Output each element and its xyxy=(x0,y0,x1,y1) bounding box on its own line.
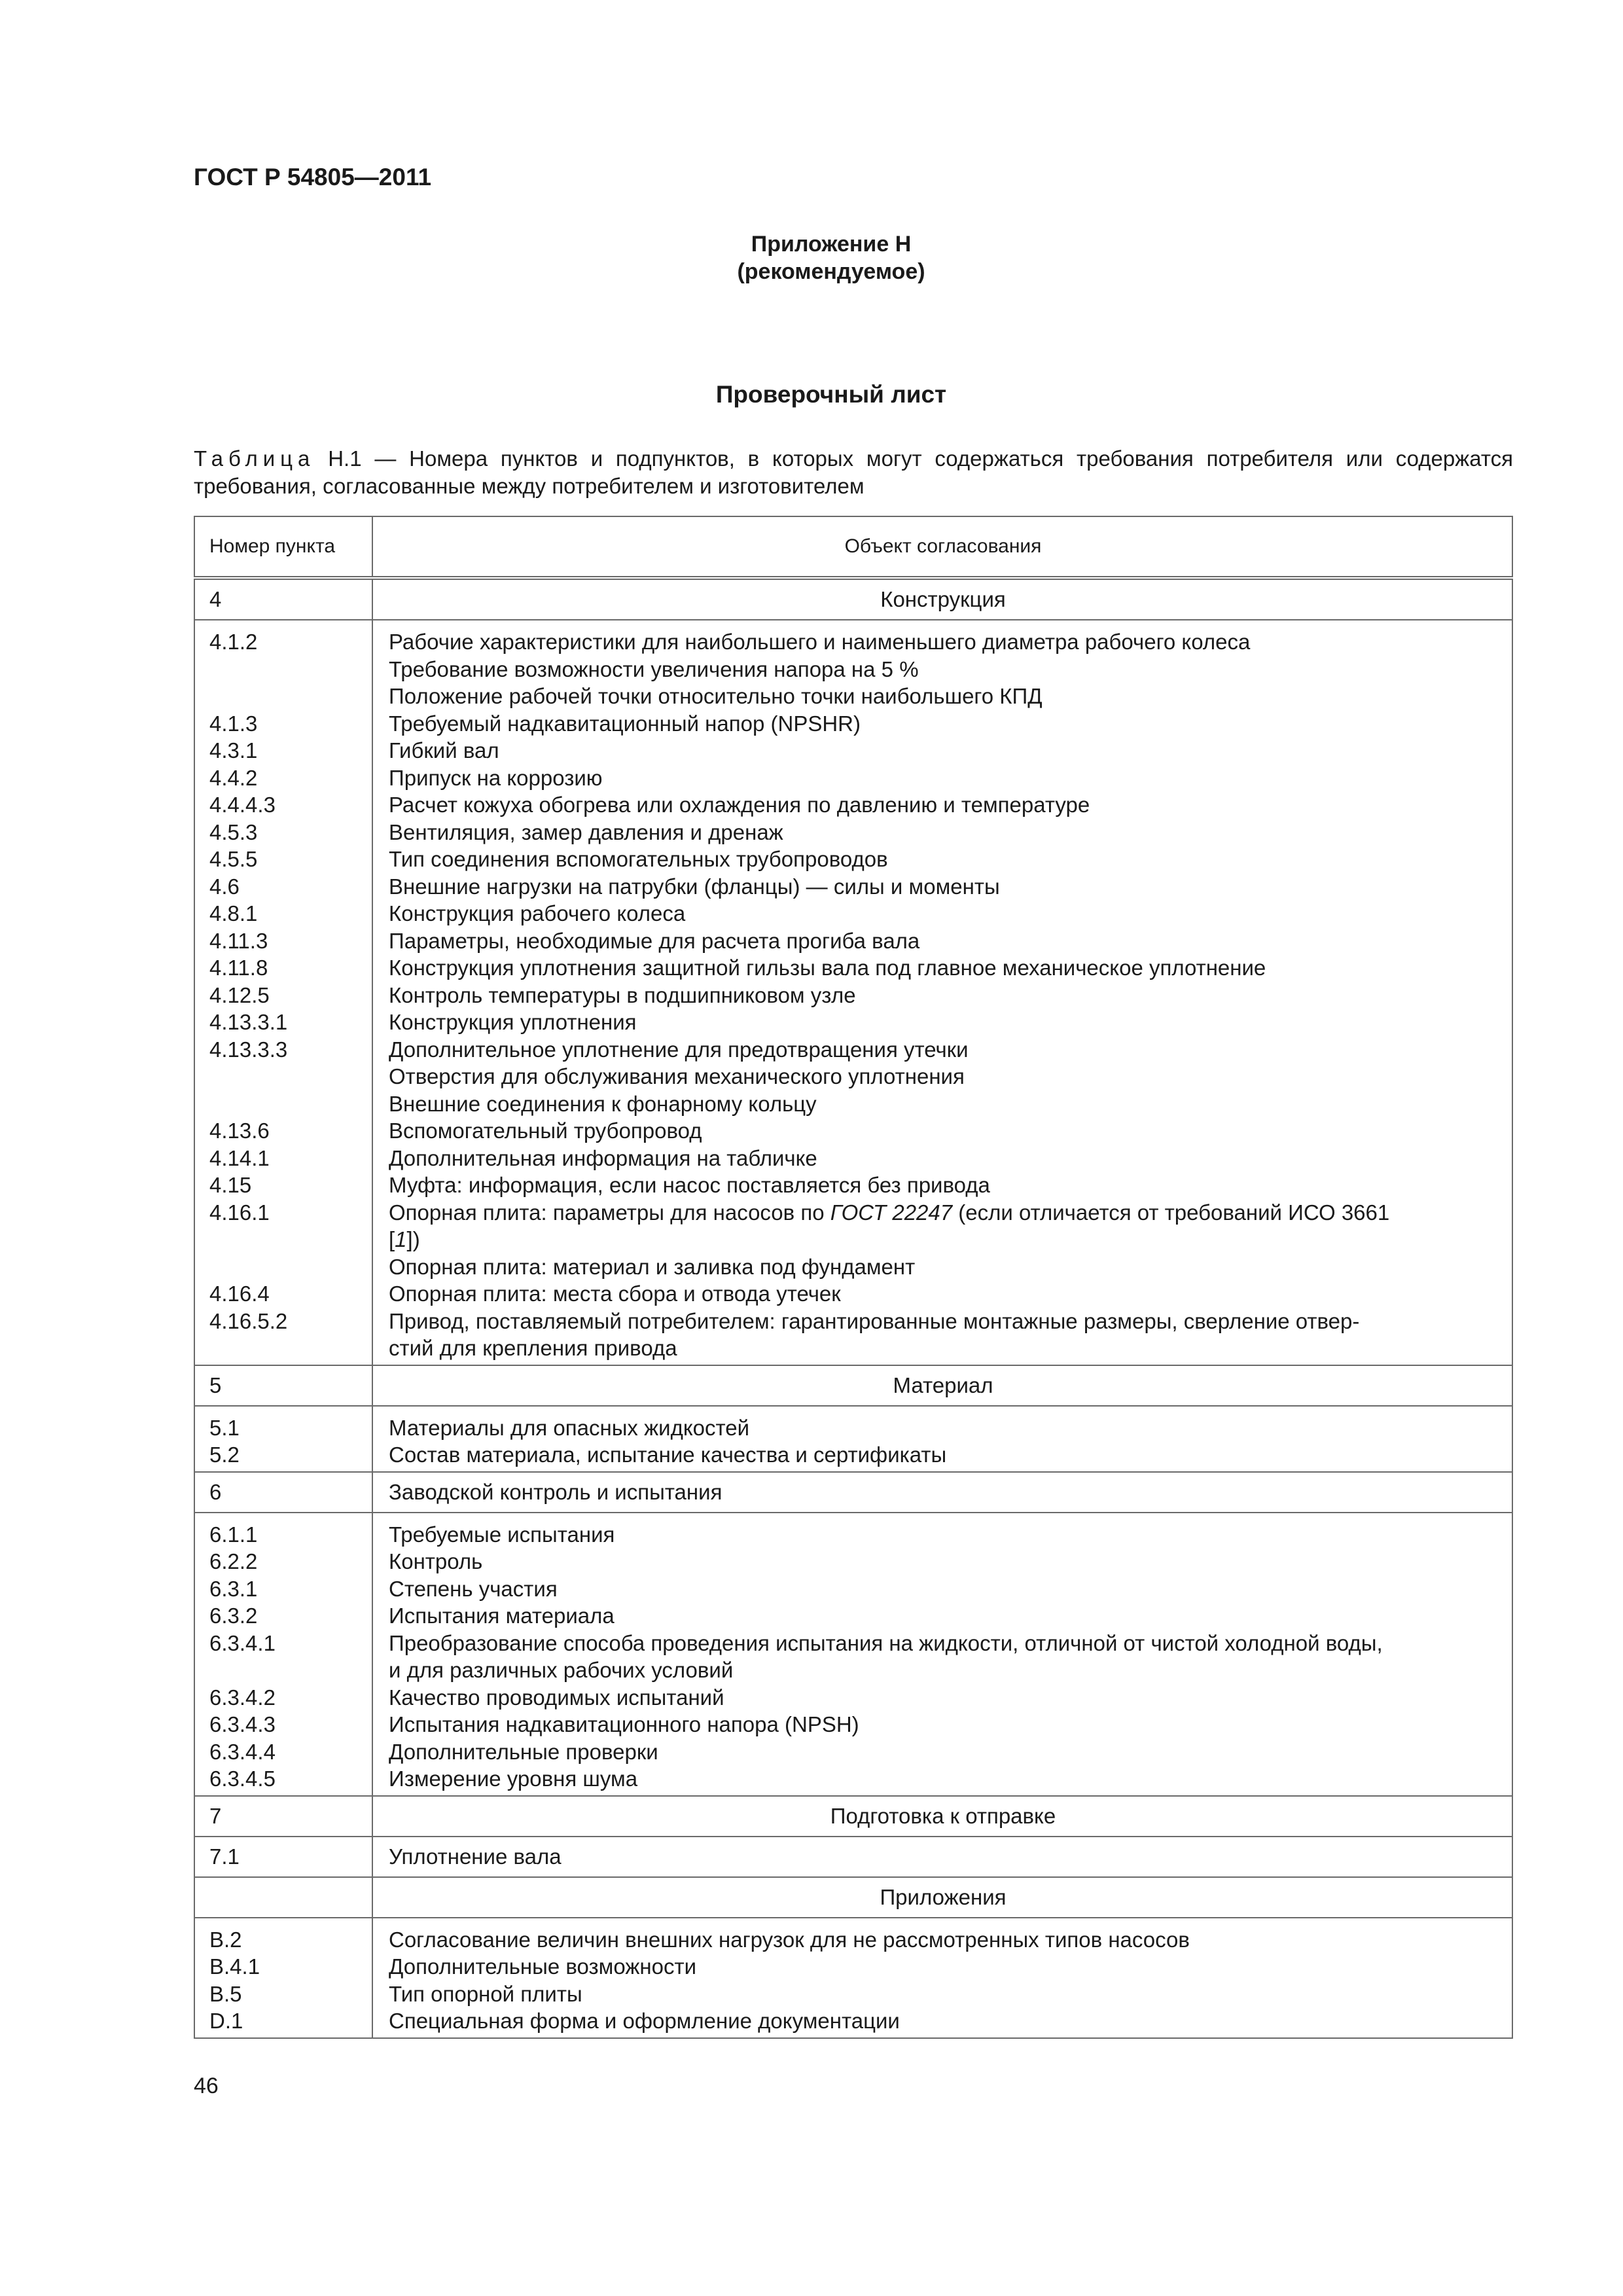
item-description: Отверстия для обслуживания механического уплотнения xyxy=(389,1064,965,1088)
item-number: 6.1.1 xyxy=(209,1522,258,1547)
item-number: 6.3.4.1 xyxy=(209,1630,276,1655)
section-body-appendices xyxy=(194,1918,1512,2038)
section-number: 6 xyxy=(194,1472,372,1513)
item-description-text: Опорная плита: параметры для насосов по xyxy=(389,1200,830,1225)
item-description: Качество проводимых испытаний xyxy=(389,1685,724,1710)
item-number: 4.1.2 xyxy=(209,630,258,654)
standard-reference-link[interactable]: ГОСТ 22247 xyxy=(830,1200,953,1225)
item-description: Требование возможности увеличения напора на 5 % xyxy=(389,656,919,681)
item-number xyxy=(209,1335,372,1362)
item-numbers-cell xyxy=(194,1918,372,2038)
appendix-title: Приложение Н xyxy=(751,232,912,257)
item-description: Состав материала, испытание качества и сертификаты xyxy=(389,1443,947,1467)
section-title: Заводской контроль и испытания xyxy=(372,1472,1512,1513)
item-numbers-cell xyxy=(194,1406,372,1472)
item-description: Внешние нагрузки на патрубки (фланцы) — силы и моменты xyxy=(389,874,1000,899)
item-numbers-cell xyxy=(194,620,372,1365)
appendix-heading xyxy=(0,230,1623,285)
item-number: 4.13.3.1 xyxy=(209,1010,288,1034)
item-description: Рабочие характеристики для наибольшего и наименьшего диаметра рабочего колеса xyxy=(389,630,1251,654)
item-description: Согласование величин внешних нагрузок для не рассмотренных типов насосов xyxy=(389,1927,1190,1952)
item-number: 6.3.4.3 xyxy=(209,1712,276,1736)
item-number: 6.3.2 xyxy=(209,1604,258,1628)
item-description: Тип соединения вспомогательных трубопроводов xyxy=(389,847,888,871)
section-number: 4 xyxy=(194,578,372,620)
section-row-6 xyxy=(194,1472,1512,1513)
item-number: 6.3.4.5 xyxy=(209,1767,276,1791)
item-number: 4.16.1 xyxy=(209,1200,270,1225)
section-number: 7 xyxy=(194,1796,372,1837)
item-description: Дополнительные проверки xyxy=(389,1739,658,1764)
header-item-number: Номер пункта xyxy=(194,516,372,578)
item-description: Конструкция уплотнения защитной гильзы вала под главное механическое уплотнение xyxy=(389,956,1266,980)
section-row-7 xyxy=(194,1796,1512,1837)
table-caption xyxy=(194,445,1513,500)
item-descriptions-cell xyxy=(372,1406,1512,1472)
item-number: 6.3.4.2 xyxy=(209,1685,276,1710)
item-number: 7.1 xyxy=(194,1837,372,1877)
item-number: 4.5.3 xyxy=(209,819,258,844)
item-number: 4.13.3.3 xyxy=(209,1037,288,1062)
item-number: B.5 xyxy=(209,1981,242,2006)
item-number: 4.4.4.3 xyxy=(209,793,276,817)
item-description: Гибкий вал xyxy=(389,738,499,762)
section-body-4 xyxy=(194,620,1512,1365)
checklist-table xyxy=(194,516,1513,2039)
item-number: 4.15 xyxy=(209,1173,252,1197)
header-agreement-object: Объект согласования xyxy=(372,516,1512,578)
table-header-row xyxy=(194,516,1512,578)
item-description-baseplate-params xyxy=(389,1199,1497,1227)
item-number: 4.14.1 xyxy=(209,1145,270,1170)
section-number xyxy=(194,1877,372,1918)
item-number: 4.4.2 xyxy=(209,765,258,790)
item-number: 4.1.3 xyxy=(209,711,258,736)
item-number: 4.6 xyxy=(209,874,240,899)
item-description: Требуемый надкавитационный напор (NPSHR) xyxy=(389,711,861,736)
section-title: Приложения xyxy=(372,1877,1512,1918)
item-number: 4.12.5 xyxy=(209,982,270,1007)
item-number: 6.3.1 xyxy=(209,1576,258,1601)
item-number xyxy=(209,1657,372,1684)
item-number: 4.16.4 xyxy=(209,1282,270,1306)
item-number: 6.3.4.4 xyxy=(209,1739,276,1764)
item-description: Материалы для опасных жидкостей xyxy=(389,1415,750,1440)
section-title: Материал xyxy=(372,1365,1512,1406)
item-description: Привод, поставляемый потребителем: гарантированные монтажные размеры, сверление отвер- xyxy=(389,1308,1360,1333)
item-description: Дополнительные возможности xyxy=(389,1954,697,1979)
item-description: Требуемые испытания xyxy=(389,1522,615,1547)
section-title: Подготовка к отправке xyxy=(372,1796,1512,1837)
item-description: Опорная плита: материал и заливка под фундамент xyxy=(389,1254,916,1279)
document-code: ГОСТ Р 54805—2011 xyxy=(194,164,432,190)
section-body-7 xyxy=(194,1837,1512,1877)
item-description-text: (если отличается от требований ИСО 3661 xyxy=(952,1200,1390,1225)
item-number: B.2 xyxy=(209,1927,242,1952)
item-number xyxy=(209,1090,372,1118)
section-title: Конструкция xyxy=(372,578,1512,620)
item-description: Измерение уровня шума xyxy=(389,1767,638,1791)
item-number xyxy=(209,1253,372,1281)
item-description: Внешние соединения к фонарному кольцу xyxy=(389,1091,817,1116)
item-description: Муфта: информация, если насос поставляется без привода xyxy=(389,1173,990,1197)
item-description: Уплотнение вала xyxy=(372,1837,1512,1877)
item-number: B.4.1 xyxy=(209,1954,260,1979)
item-description: Вспомогательный трубопровод xyxy=(389,1119,702,1143)
item-description: Конструкция рабочего колеса xyxy=(389,901,686,925)
item-description: Контроль температуры в подшипниковом узле xyxy=(389,982,856,1007)
page-number: 46 xyxy=(194,2073,219,2098)
section-row-5 xyxy=(194,1365,1512,1406)
item-description: Испытания материала xyxy=(389,1604,615,1628)
item-number: 4.8.1 xyxy=(209,901,258,925)
item-description-continuation xyxy=(389,1226,1497,1253)
caption-label: Таблица xyxy=(194,446,315,471)
item-number xyxy=(209,1063,372,1090)
item-number: 4.13.6 xyxy=(209,1119,270,1143)
item-number: 4.11.3 xyxy=(209,928,268,953)
item-number: 5.1 xyxy=(209,1415,240,1440)
item-description: и для различных рабочих условий xyxy=(389,1658,734,1682)
item-description: Тип опорной плиты xyxy=(389,1981,582,2006)
item-description: Степень участия xyxy=(389,1576,558,1601)
appendix-status: (рекомендуемое) xyxy=(737,259,925,284)
item-number xyxy=(209,656,372,683)
item-descriptions-cell xyxy=(372,620,1512,1365)
item-number: D.1 xyxy=(209,2009,243,2033)
item-number: 6.2.2 xyxy=(209,1549,258,1573)
item-number: 5.2 xyxy=(209,1443,240,1467)
item-descriptions-cell xyxy=(372,1513,1512,1796)
sheet-title: Проверочный лист xyxy=(715,381,947,408)
item-description: Преобразование способа проведения испытания на жидкости, отличной от чистой холодной воды, xyxy=(389,1630,1383,1655)
section-number: 5 xyxy=(194,1365,372,1406)
item-description: Вентиляция, замер давления и дренаж xyxy=(389,819,783,844)
item-number: 4.3.1 xyxy=(209,738,258,762)
item-description: стий для крепления привода xyxy=(389,1336,677,1360)
item-number xyxy=(209,683,372,710)
item-number: 4.16.5.2 xyxy=(209,1308,288,1333)
item-number: 4.11.8 xyxy=(209,956,268,980)
section-row-4 xyxy=(194,578,1512,620)
item-description: Контроль xyxy=(389,1549,483,1573)
item-description: Припуск на коррозию xyxy=(389,765,603,790)
item-description: Параметры, необходимые для расчета прогиба вала xyxy=(389,928,920,953)
item-description: Специальная форма и оформление документации xyxy=(389,2009,900,2033)
item-description: Испытания надкавитационного напора (NPSH) xyxy=(389,1712,859,1736)
section-row-appendices xyxy=(194,1877,1512,1918)
item-description: Дополнительное уплотнение для предотвращения утечки xyxy=(389,1037,969,1062)
bibliography-reference-link[interactable]: 1 xyxy=(395,1227,407,1251)
section-body-5 xyxy=(194,1406,1512,1472)
item-number xyxy=(209,1226,372,1253)
item-numbers-cell xyxy=(194,1513,372,1796)
item-description: Дополнительная информация на табличке xyxy=(389,1145,817,1170)
item-description: Положение рабочей точки относительно точки наибольшего КПД xyxy=(389,684,1043,708)
item-description: Конструкция уплотнения xyxy=(389,1010,637,1034)
section-body-6 xyxy=(194,1513,1512,1796)
item-number: 4.5.5 xyxy=(209,847,258,871)
item-description: Опорная плита: места сбора и отвода утечек xyxy=(389,1282,841,1306)
item-description: Расчет кожуха обогрева или охлаждения по давлению и температуре xyxy=(389,793,1090,817)
item-descriptions-cell xyxy=(372,1918,1512,2038)
caption-text: Н.1 — Номера пунктов и подпунктов, в которых могут содержаться требования потребителя или содержатся требования, согласованные между потребителем и изготовителем xyxy=(194,446,1513,498)
bracket-close: ]) xyxy=(406,1227,420,1251)
bracket-open: [ xyxy=(389,1227,395,1251)
